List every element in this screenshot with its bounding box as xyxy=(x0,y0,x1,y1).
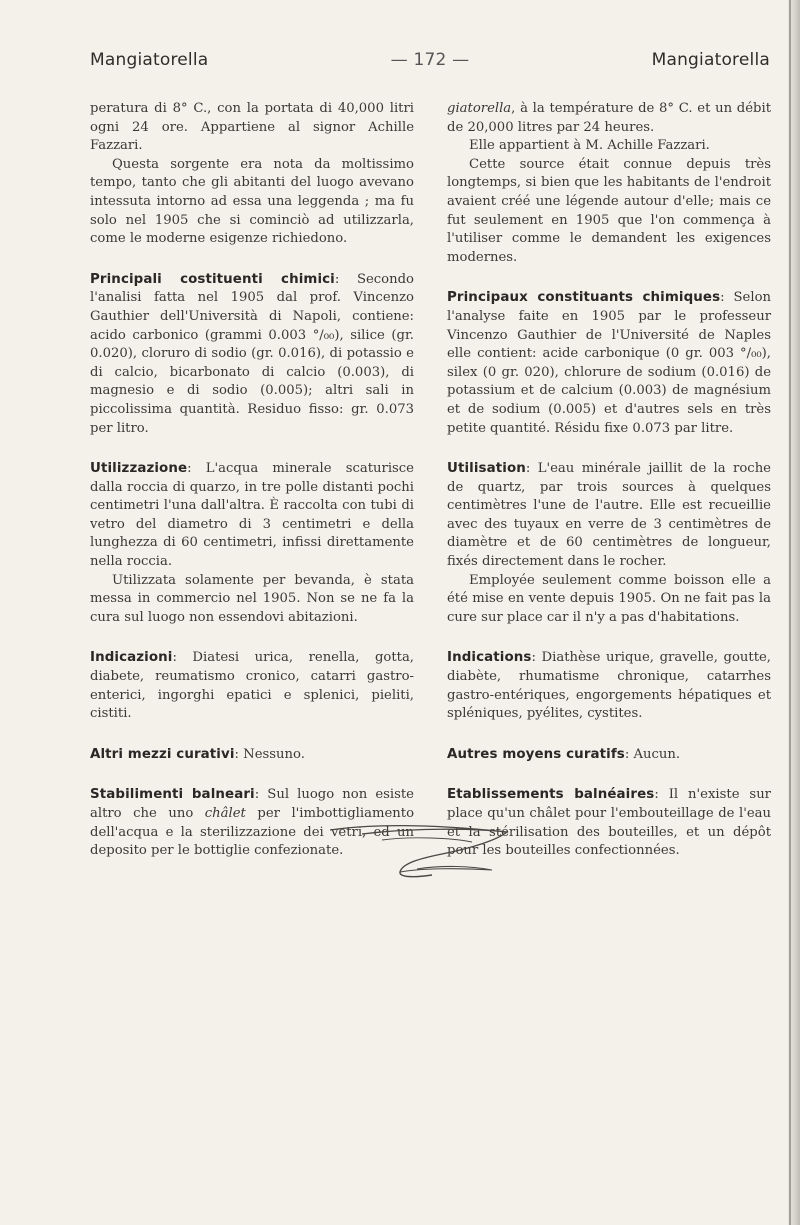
intro-paragraph-2: Questa sorgente era nota da moltissimo tempo, tanto che gli abitanti del luogo avevano intessuta intorno ad essa una leggenda ; ma fu solo nel 1905 che si cominciò ad utilizzarla, come le moderne esigenze richiedono. xyxy=(90,156,414,247)
section-establishments: Stabilimenti balneari: Sul luogo non esiste altro che uno châlet per l'imbottigliamento dell'acqua e la sterilizzazione dei vetri, ed un deposito per le bottiglie confezionate. xyxy=(90,787,415,859)
section-utilization: Utilisation: L'eau minérale jaillit de la roche de quartz, par trois sources à quelques centimètres l'une de l'autre. Elle est recueillie avec des tuyaux en verre de 3 centimètres de diamètre et de 60 centimètres de longueur, fixés directement dans le rocher. xyxy=(447,461,771,570)
section-utilization-2: Utilizzata solamente per bevanda, è stata messa in commercio nel 1905. Non se ne fa la cura sul luogo non essendovi abitazioni. xyxy=(90,572,414,625)
section-other-cures: Autres moyens curatifs: Aucun. xyxy=(447,746,681,762)
running-header xyxy=(90,50,770,80)
page-number: — 172 — xyxy=(390,50,470,70)
page-edge-line xyxy=(789,0,791,1225)
intro-paragraph: peratura di 8° C., con la portata di 40,000 litri ogni 24 ore. Appartiene al signor Achille Fazzari. xyxy=(90,101,414,154)
section-heading: Autres moyens curatifs xyxy=(447,746,625,762)
intro-paragraph-2: Elle appartient à M. Achille Fazzari. xyxy=(469,138,710,154)
section-heading: Altri mezzi curativi xyxy=(90,746,235,762)
section-utilization-2: Employée seulement comme boisson elle a été mise en vente depuis 1905. On ne fait pas la cure sur place car il n'y a pas d'habitations. xyxy=(447,572,771,625)
section-heading: Utilizzazione xyxy=(90,461,188,477)
intro-paragraph-3: Cette source était connue depuis très longtemps, si bien que les habitants de l'endroit avaient créé une légende autour d'elle; mais ce fut seulement en 1905 que l'on commença à l'utiliser comme le demandent les exigences modernes. xyxy=(447,156,771,265)
decorative-flourish-icon xyxy=(322,820,522,880)
section-utilization: Utilizzazione: L'acqua minerale scaturisce dalla roccia di quarzo, in tre polle distanti pochi centimetri l'una dall'altra. È raccolta con tubi di vetro del diametro di 3 centimetri e della lunghezza di 60 centimetri, infissi direttamente nella roccia. xyxy=(90,461,414,570)
section-heading: Principali costituenti chimici xyxy=(90,271,335,287)
section-indications: Indications: Diathèse urique, gravelle, goutte, diabète, rhumatisme chronique, catarrhes gastro-entériques, engorgements hépatiques et spléniques, pyélites, cystites. xyxy=(447,650,771,722)
header-title-right: Mangiatorella xyxy=(651,50,770,70)
header-title-left: Mangiatorella xyxy=(90,50,209,70)
section-other-cures: Altri mezzi curativi: Nessuno. xyxy=(90,746,305,762)
section-chemistry: Principali costituenti chimici: Secondo l'analisi fatta nel 1905 dal prof. Vincenzo Gauthier dell'Università di Napoli, contiene: acido carbonico (grammi 0.003 °/₀₀), silice (gr. 0.020), cloruro di sodio (gr. 0.016), di potassio e di calcio, bicarbonato di calcio (0.003), di magnesio e di sodio (0.005); altri sali in piccolissima quantità. Residuo fisso: gr. 0.073 per litro. xyxy=(90,271,414,436)
section-heading: Stabilimenti balneari xyxy=(90,787,255,803)
section-heading: Utilisation xyxy=(447,461,526,477)
section-heading: Principaux constituants chimiques xyxy=(447,290,721,306)
french-column xyxy=(447,100,771,883)
section-heading: Etablissements balnéaires xyxy=(447,787,655,803)
section-chemistry: Principaux constituants chimiques: Selon l'analyse faite en 1905 par le professeur Vincenzo Gauthier de l'Université de Naples elle contient: acide carbonique (0 gr. 003 °/₀₀), silex (0 gr. 020), chlorure de sodium (0.016) de potassium et de calcium (0.003) de magnésium et de sodium (0.005) et d'autres sels en très petite quantité. Résidu fixe 0.073 par litre. xyxy=(447,290,771,436)
intro-paragraph: giatorella, à la température de 8° C. et un débit de 20,000 litres par 24 heures. xyxy=(447,101,771,135)
section-heading: Indicazioni xyxy=(90,650,173,666)
section-heading: Indications xyxy=(447,650,532,666)
section-indications: Indicazioni: Diatesi urica, renella, gotta, diabete, reumatismo cronico, catarri gastro-enterici, ingorghi epatici e splenici, pieliti, cistiti. xyxy=(90,650,414,722)
italian-column xyxy=(90,100,414,883)
section-establishments: Etablissements balnéaires: Il n'existe sur place qu'un châlet pour l'embouteillage de l'eau et la stérilisation des bouteilles, et un dépôt pour les bouteilles confectionnées. xyxy=(447,787,771,859)
